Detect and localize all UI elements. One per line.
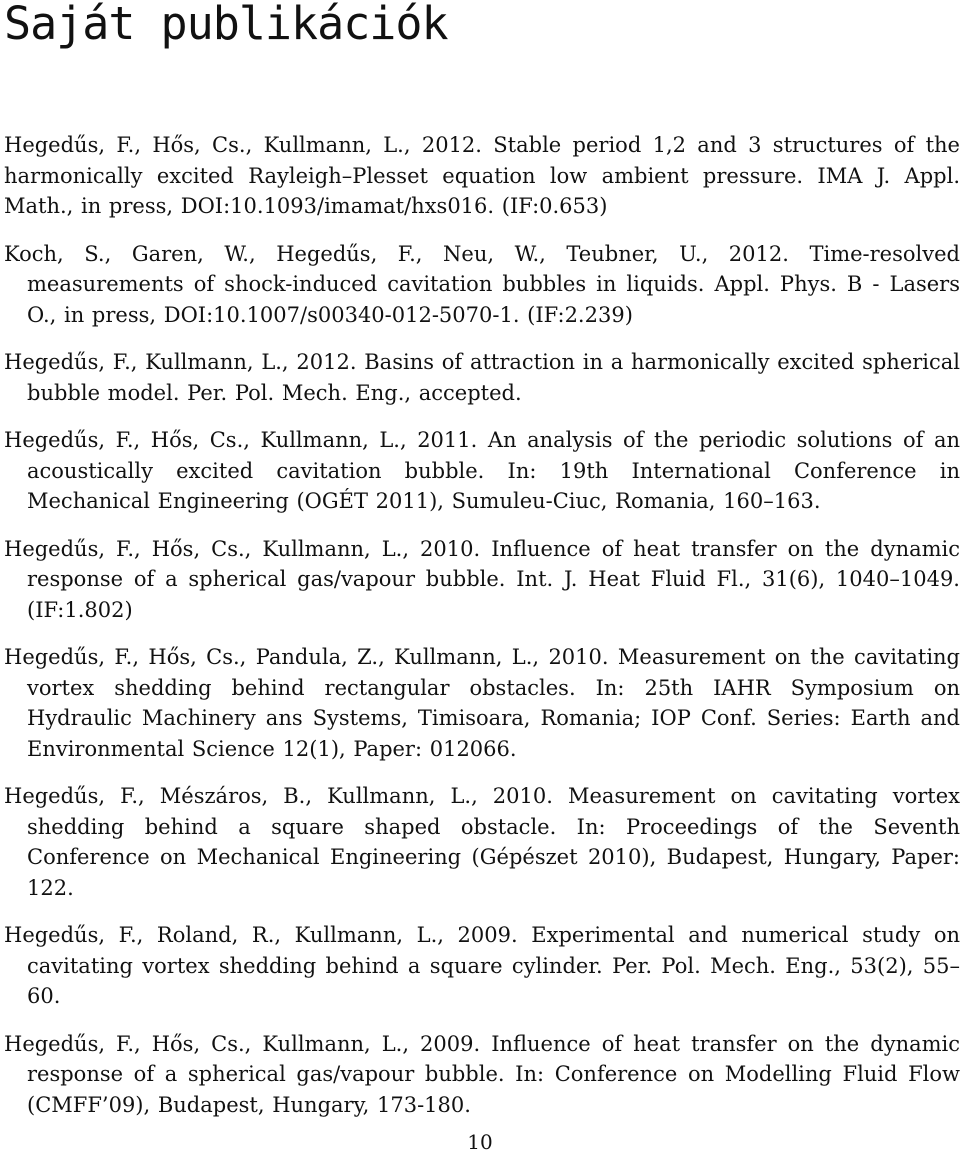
publication-entry: Hegedűs, F., Hős, Cs., Pandula, Z., Kullmann, L., 2010. Measurement on the cavitating vortex shedding behind rectangular obstacles. In: 25th IAHR Symposium on Hydraulic Machinery ans Systems, Timisoara, Romania; IOP Conf. Series: Earth and Environmental Science 12(1), Paper: 012066.	[4, 645, 960, 761]
publication-entry: Hegedűs, F., Hős, Cs., Kullmann, L., 2009. Influence of heat transfer on the dynamic response of a spherical gas/vapour bubble. In: Conference on Modelling Fluid Flow (CMFF’09), Budapest, Hungary, 173-180.	[4, 1031, 960, 1117]
page-title: Saját publikációk	[4, 0, 448, 50]
publication-entry: Hegedűs, F., Mészáros, B., Kullmann, L., 2010. Measurement on cavitating vortex shedding behind a square shaped obstacle. In: Proceedings of the Seventh Conference on Mechanical Engineering (Gépészet 2010), Budapest, Hungary, Paper: 122.	[4, 784, 960, 900]
publication-entry: Hegedűs, F., Roland, R., Kullmann, L., 2009. Experimental and numerical study on cavitating vortex shedding behind a square cylinder. Per. Pol. Mech. Eng., 53(2), 55–60.	[4, 923, 960, 1008]
publication-entry: Hegedűs, F., Hős, Cs., Kullmann, L., 2012. Stable period 1,2 and 3 structures of the harmonically excited Rayleigh–Plesset equation low ambient pressure. IMA J. Appl. Math., in press, DOI:10.1093/imamat/hxs016. (IF:0.653)	[4, 133, 960, 218]
publication-list	[0, 130, 960, 1137]
publication-entry: Hegedűs, F., Hős, Cs., Kullmann, L., 2011. An analysis of the periodic solutions of an acoustically excited cavitation bubble. In: 19th International Conference in Mechanical Engineering (OGÉT 2011), Sumuleu-Ciuc, Romania, 160–163.	[4, 428, 960, 513]
publication-entry: Hegedűs, F., Hős, Cs., Kullmann, L., 2010. Influence of heat transfer on the dynamic response of a spherical gas/vapour bubble. Int. J. Heat Fluid Fl., 31(6), 1040–1049. (IF:1.802)	[4, 536, 960, 622]
publication-entry: Koch, S., Garen, W., Hegedűs, F., Neu, W., Teubner, U., 2012. Time-resolved measurements of shock-induced cavitation bubbles in liquids. Appl. Phys. B - Lasers O., in press, DOI:10.1007/s00340-012-5070-1. (IF:2.239)	[4, 241, 960, 327]
page-number: 10	[467, 1130, 493, 1154]
publication-entry: Hegedűs, F., Kullmann, L., 2012. Basins of attraction in a harmonically excited spherical bubble model. Per. Pol. Mech. Eng., accepted.	[4, 350, 960, 405]
